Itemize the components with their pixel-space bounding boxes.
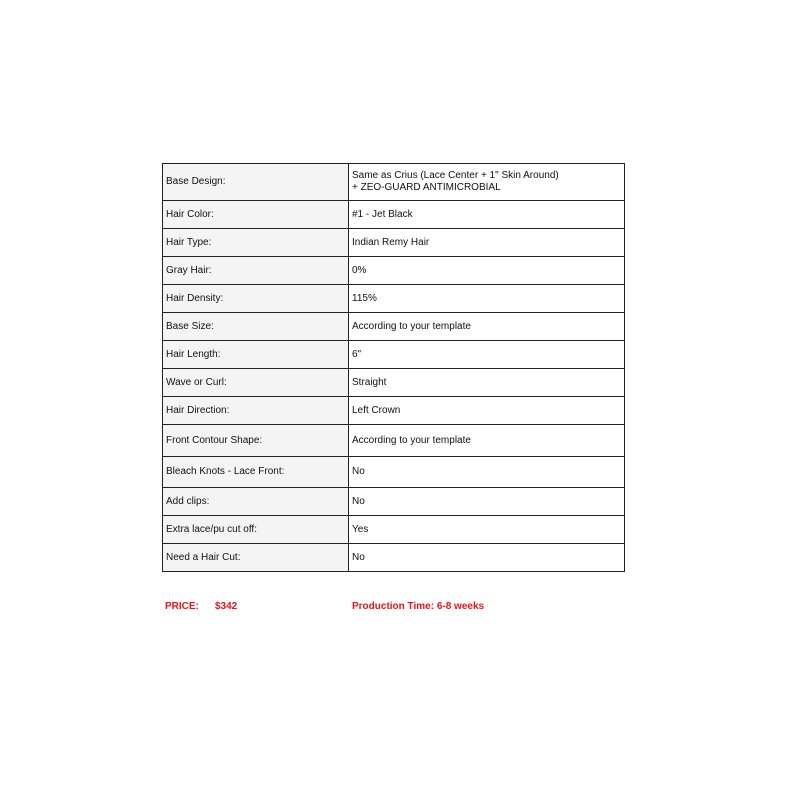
spec-value <box>349 425 625 457</box>
spec-table-body <box>163 164 625 572</box>
spec-row <box>163 164 625 201</box>
spec-value-line: Same as Crius (Lace Center + 1" Skin Around) <box>352 170 559 181</box>
spec-row <box>163 457 625 488</box>
spec-value <box>349 285 625 313</box>
spec-label: Add clips: <box>163 488 349 516</box>
spec-value <box>349 544 625 572</box>
spec-row <box>163 544 625 572</box>
spec-row <box>163 229 625 257</box>
spec-label: Extra lace/pu cut off: <box>163 516 349 544</box>
spec-value-line: Indian Remy Hair <box>352 236 430 248</box>
spec-label: Need a Hair Cut: <box>163 544 349 572</box>
spec-value <box>349 313 625 341</box>
spec-row <box>163 257 625 285</box>
spec-row <box>163 201 625 229</box>
spec-value-line: Left Crown <box>352 404 401 416</box>
spec-label: Hair Color: <box>163 201 349 229</box>
spec-label: Base Design: <box>163 164 349 201</box>
spec-value-line: No <box>352 495 365 507</box>
spec-value-line: 0% <box>352 264 367 276</box>
spec-value-line: #1 - Jet Black <box>352 208 413 220</box>
production-time: Production Time: 6-8 weeks <box>352 601 485 612</box>
spec-value-line: No <box>352 466 365 477</box>
spec-value <box>349 257 625 285</box>
spec-row <box>163 341 625 369</box>
price-value: $342 <box>215 601 238 612</box>
spec-row <box>163 369 625 397</box>
spec-label: Front Contour Shape: <box>163 425 349 457</box>
spec-value <box>349 516 625 544</box>
spec-label: Hair Type: <box>163 229 349 257</box>
spec-label: Wave or Curl: <box>163 369 349 397</box>
spec-label: Hair Direction: <box>163 397 349 425</box>
spec-value-line: According to your template <box>352 434 471 446</box>
spec-label: Base Size: <box>163 313 349 341</box>
spec-value <box>349 397 625 425</box>
spec-value <box>349 369 625 397</box>
spec-value-line: Yes <box>352 523 369 535</box>
spec-value-line: 6" <box>352 348 362 360</box>
spec-value <box>349 341 625 369</box>
spec-value-line: 115% <box>352 292 377 304</box>
spec-value <box>349 229 625 257</box>
spec-label: Hair Density: <box>163 285 349 313</box>
spec-label: Hair Length: <box>163 341 349 369</box>
spec-value <box>349 457 625 488</box>
spec-value-line: + ZEO-GUARD ANTIMICROBIAL <box>352 182 501 193</box>
spec-row <box>163 313 625 341</box>
spec-row <box>163 285 625 313</box>
spec-label: Gray Hair: <box>163 257 349 285</box>
spec-value-line: No <box>352 551 365 563</box>
spec-row <box>163 488 625 516</box>
spec-value-line: According to your template <box>352 320 471 332</box>
spec-label: Bleach Knots - Lace Front: <box>163 457 349 488</box>
spec-value <box>349 201 625 229</box>
spec-value <box>349 164 625 201</box>
spec-row <box>163 425 625 457</box>
product-spec-table <box>162 163 625 572</box>
spec-row <box>163 397 625 425</box>
spec-row <box>163 516 625 544</box>
price-label: PRICE: <box>165 601 199 612</box>
spec-value-line: Straight <box>352 376 387 388</box>
spec-value <box>349 488 625 516</box>
